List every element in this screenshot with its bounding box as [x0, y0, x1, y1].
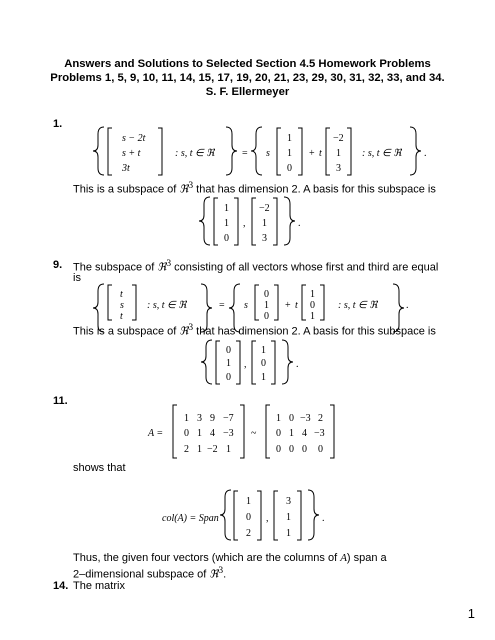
right-brace-shape: [284, 197, 295, 245]
col-u-entry-1: 1: [246, 496, 251, 507]
col-A-span-label: col(A) = Span: [162, 513, 219, 524]
left-bracket-shape: [108, 128, 112, 175]
left-brace-shape: [93, 284, 104, 332]
left-bracket-shape: [252, 341, 256, 384]
R-r3c3: 0: [302, 444, 307, 455]
p9-basis: [201, 340, 299, 384]
scalar-s: s: [244, 300, 248, 311]
p1-condition: : s, t ∈ ℜ: [362, 148, 402, 159]
p9-basis-v-entry-2: 0: [261, 358, 266, 369]
p1-basis-u-entry-2: 1: [224, 218, 229, 229]
row-equivalence-symbol: ~: [251, 428, 257, 439]
R-r2c3: 4: [302, 428, 307, 439]
problem-14-statement: The matrix: [73, 580, 125, 592]
right-bracket-shape: [271, 341, 275, 384]
right-bracket-shape: [297, 491, 301, 540]
problem-9-number: 9.: [53, 259, 63, 271]
equals-sign: =: [242, 148, 248, 159]
p9-v-entry-3: 1: [310, 311, 315, 322]
p1-set-equation: [93, 127, 427, 175]
problem-11-conclusion-line2: 2–dimensional subspace of ℜ$^3$.: [73, 566, 227, 581]
problem-1-number: 1.: [53, 118, 63, 130]
R-r1c3: −3: [300, 413, 311, 424]
p9-condition: : s, t ∈ ℜ: [338, 300, 378, 311]
p9-u-entry-3: 0: [264, 311, 269, 322]
left-bracket-shape: [214, 198, 218, 245]
comma: ,: [244, 359, 247, 370]
problem-11-conclusion-line1: Thus, the given four vectors (which are the columns of A) span a: [73, 552, 387, 564]
left-bracket-shape: [255, 285, 259, 320]
right-brace-shape: [308, 490, 319, 540]
A-r1c3: 9: [210, 413, 215, 424]
right-bracket-shape: [274, 285, 278, 320]
right-bracket-shape: [320, 285, 324, 320]
right-bracket-shape: [158, 128, 162, 175]
left-bracket-shape: [108, 285, 112, 320]
left-bracket-shape: [266, 405, 270, 458]
R-r3c2: 0: [289, 444, 294, 455]
problem-11-number: 11.: [53, 395, 68, 407]
R-r3c1: 0: [276, 444, 281, 455]
left-bracket-shape: [234, 491, 238, 540]
scalar-t: t: [319, 148, 322, 159]
R-r1c2: 0: [289, 413, 294, 424]
period: .: [406, 300, 409, 311]
p1-basis: [199, 197, 301, 245]
shows-that-text: shows that: [73, 462, 126, 474]
right-bracket-shape: [236, 341, 240, 384]
p1-v-entry-3: 3: [336, 163, 341, 174]
p9-basis-u-entry-3: 0: [226, 372, 231, 383]
scalar-s: s: [266, 148, 270, 159]
comma: ,: [243, 218, 246, 229]
A-r1c2: 3: [197, 413, 202, 424]
p9-u-entry-2: 1: [264, 300, 269, 311]
right-bracket-shape: [330, 405, 334, 458]
right-brace-shape: [226, 127, 237, 175]
col-v-entry-3: 1: [286, 528, 291, 539]
left-bracket-shape: [173, 405, 177, 458]
p9-set-entry-1: t: [120, 289, 123, 300]
right-bracket-shape: [347, 128, 351, 175]
p1-u-entry-3: 0: [287, 163, 292, 174]
problem-9-statement-cont: is: [73, 272, 81, 284]
col-u-entry-2: 0: [246, 512, 251, 523]
A-r2c1: 0: [184, 428, 189, 439]
period: .: [322, 513, 325, 524]
p9-v-entry-1: 1: [310, 289, 315, 300]
p9-condition: : s, t ∈ ℜ: [147, 300, 187, 311]
left-brace-shape: [251, 127, 262, 175]
p1-basis-u-entry-1: 1: [224, 203, 229, 214]
left-brace-shape: [93, 127, 104, 175]
col-v-entry-1: 3: [286, 496, 291, 507]
A-r2c2: 1: [197, 428, 202, 439]
left-bracket-shape: [326, 128, 330, 175]
right-bracket-shape: [234, 198, 238, 245]
left-brace-shape: [199, 197, 210, 245]
title-line-2: Problems 1, 5, 9, 10, 11, 14, 15, 17, 19, 20, 21, 23, 29, 30, 31, 32, 33, and 34.: [50, 72, 445, 84]
period: .: [296, 359, 299, 370]
right-bracket-shape: [273, 198, 277, 245]
p1-basis-v-entry-1: −2: [259, 203, 270, 214]
R-r1c1: 1: [276, 413, 281, 424]
page-number: 1: [467, 606, 475, 621]
p1-v-entry-2: 1: [336, 148, 341, 159]
A-r2c4: −3: [223, 428, 234, 439]
A-r3c2: 1: [197, 444, 202, 455]
plus-sign: +: [309, 148, 315, 159]
problem-14-number: 14.: [53, 580, 69, 592]
plus-sign: +: [285, 300, 291, 311]
right-brace-shape: [393, 284, 404, 332]
p9-u-entry-1: 0: [264, 289, 269, 300]
p1-basis-v-entry-3: 3: [262, 233, 267, 244]
p9-basis-u-entry-2: 1: [226, 358, 231, 369]
scalar-t: t: [295, 300, 298, 311]
right-bracket-shape: [132, 285, 136, 320]
left-brace-shape: [220, 490, 231, 540]
p1-basis-v-entry-2: 1: [262, 218, 267, 229]
p11-row-reduction: [147, 405, 334, 458]
period: .: [424, 148, 427, 159]
comma: ,: [266, 513, 269, 524]
p9-v-entry-2: 0: [310, 300, 315, 311]
A-r2c3: 4: [210, 428, 215, 439]
p1-u-entry-2: 1: [287, 148, 292, 159]
p9-set-entry-2: s: [120, 300, 124, 311]
left-bracket-shape: [277, 128, 281, 175]
equals-sign: =: [219, 300, 225, 311]
R-r3c4: 0: [318, 444, 323, 455]
col-v-entry-2: 1: [286, 512, 291, 523]
right-brace-shape: [201, 284, 212, 332]
A-r1c1: 1: [184, 413, 189, 424]
p9-set-entry-3: t: [120, 311, 123, 322]
left-brace-shape: [201, 340, 212, 384]
problem-9-conclusion: This is a subspace of ℜ$^3$ that has dimension 2. A basis for this subspace is: [73, 323, 436, 338]
p11-column-space: [162, 490, 325, 540]
p9-basis-v-entry-1: 1: [261, 345, 266, 356]
p1-basis-u-entry-3: 0: [224, 233, 229, 244]
p1-set-entry-1: s − 2t: [122, 133, 146, 144]
right-bracket-shape: [298, 128, 302, 175]
A-r3c3: −2: [207, 444, 218, 455]
title-line-1: Answers and Solutions to Selected Section 4.5 Homework Problems: [64, 58, 431, 70]
R-r2c2: 1: [289, 428, 294, 439]
left-bracket-shape: [252, 198, 256, 245]
R-r1c4: 2: [318, 413, 323, 424]
left-bracket-shape: [216, 341, 220, 384]
R-r2c1: 0: [276, 428, 281, 439]
problem-9-statement: The subspace of ℜ$^3$ consisting of all vectors whose first and third are equal: [73, 259, 439, 274]
p1-condition: : s, t ∈ ℜ: [175, 148, 215, 159]
left-brace-shape: [229, 284, 240, 332]
p1-set-entry-2: s + t: [122, 148, 141, 159]
A-r3c4: 1: [226, 444, 231, 455]
p9-basis-u-entry-1: 0: [226, 345, 231, 356]
p9-basis-v-entry-3: 1: [261, 372, 266, 383]
left-bracket-shape: [302, 285, 306, 320]
right-brace-shape: [410, 127, 421, 175]
A-r1c4: −7: [223, 413, 234, 424]
left-bracket-shape: [274, 491, 278, 540]
period: .: [298, 218, 301, 229]
author-line: S. F. Ellermeyer: [205, 86, 290, 98]
matrix-A-label: A =: [148, 428, 164, 439]
R-r2c4: −3: [314, 428, 325, 439]
A-r3c1: 2: [184, 444, 189, 455]
right-brace-shape: [282, 340, 293, 384]
p9-set-equation: [93, 284, 409, 332]
p1-u-entry-1: 1: [287, 133, 292, 144]
right-bracket-shape: [257, 491, 261, 540]
col-u-entry-3: 2: [246, 528, 251, 539]
problem-1-statement: This is a subspace of ℜ$^3$ that has dimension 2. A basis for this subspace is: [73, 181, 436, 196]
p1-v-entry-1: −2: [333, 133, 344, 144]
right-bracket-shape: [240, 405, 244, 458]
p1-set-entry-3: 3t: [122, 163, 130, 174]
